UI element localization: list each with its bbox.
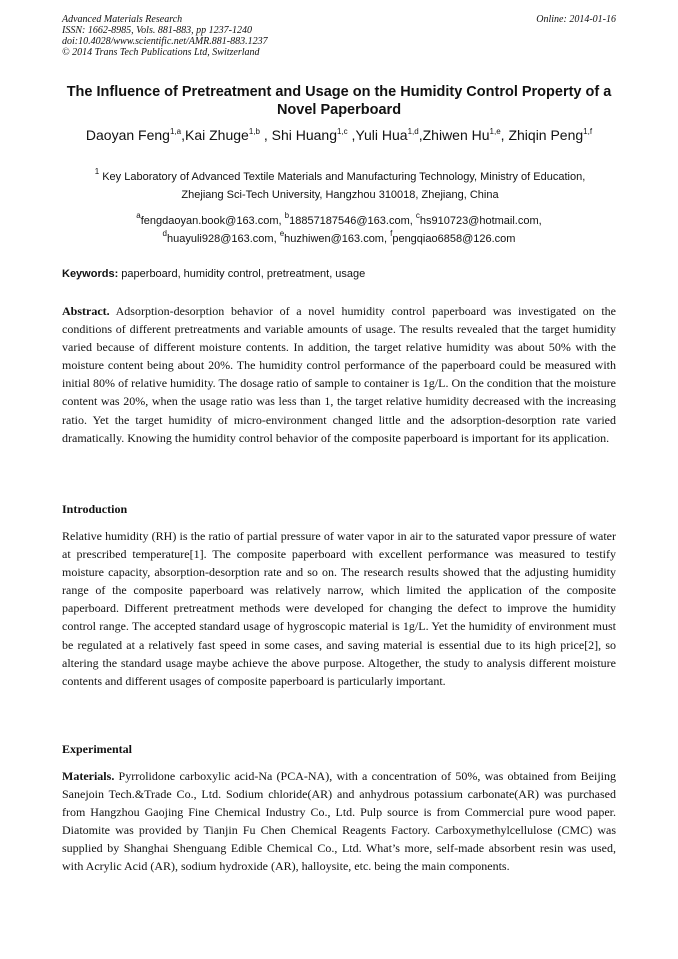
abstract: [62, 302, 616, 447]
keywords-label: Keywords:: [62, 268, 119, 280]
author: Yuli Hua$^{1,d}$,: [355, 127, 423, 143]
online-date: Online: 2014-01-16: [536, 14, 616, 25]
paper-title: The Influence of Pretreatment and Usage on the Humidity Control Property of a Novel Paperboard: [66, 84, 612, 118]
email: $^f$pengqiao6858@126.com: [390, 229, 516, 245]
materials-text: Pyrrolidone carboxylic acid-Na (PCA-NA), with a concentration of 50%, was obtained from Beijing Sanejoin Tech.&Trade Co., Ltd. Sodium chloride(AR) and anhydrous potassium carbonate(AR) was purchased from Hangzhou Gaojing Fine Chemical Industry Co., Ltd. Pulp source is from Commercial pure wood paper. Diatomite was provided by Tianjin Fu Chen Chemical Reagents Factory. Carboxymethylcellulose (CMC) was supplied by Shanghai Shenguang Edible Chemical Co., Ltd. What’s more, self-made absorbent resin was used, with Acrylic Acid (AR), sodium hydroxide (AR), halloysite, etc. being the main components.: [62, 769, 616, 874]
email: $^a$fengdaoyan.book@163.com,: [136, 211, 285, 227]
materials-paragraph: [62, 767, 616, 876]
email: $^d$huayuli928@163.com,: [162, 229, 280, 245]
experimental-heading: Experimental: [62, 742, 132, 756]
keywords-text: paperboard, humidity control, pretreatment, usage: [118, 268, 366, 280]
author: Shi Huang$^{1,c}$ ,: [271, 127, 356, 143]
author-emails: [62, 212, 616, 248]
author-list: [62, 125, 616, 145]
author: Kai Zhuge$^{1,b}$ ,: [184, 127, 272, 143]
abstract-text: Adsorption-desorption behavior of a novel humidity control paperboard was investigated on the conditions of different pretreatments and variable amounts of usage. The results revealed that the target humidity varied because of different moisture contents. In addition, the target relative humidity was about 50% with the moisture content being about 20%. The humidity control performance of the paperboard could be measured with initial 80% of relative humidity. The dosage ratio of sample to container is 1g/L. On the condition that the moisture content was 20%, when the usage ratio was less than 1, the target relative humidity decreased with the increasing ratio. Yet the target humidity of micro-environment changed little and the adsorption-desorption rate varied dramatically. Knowing the humidity control behavior of the composite paperboard is important for its application.: [62, 304, 616, 445]
email: $^b$18857187546@163.com,: [284, 211, 416, 227]
journal-issn: ISSN: 1662-8985, Vols. 881-883, pp 1237-1240: [62, 25, 252, 36]
author: Daoyan Feng$^{1,a}$,: [85, 127, 185, 143]
introduction-heading: Introduction: [62, 502, 128, 516]
journal-copyright: © 2014 Trans Tech Publications Ltd, Switzerland: [62, 47, 260, 58]
abstract-label: Abstract.: [62, 304, 110, 318]
journal-header: [62, 14, 268, 58]
introduction-text: Relative humidity (RH) is the ratio of partial pressure of water vapor in air to the saturated vapor pressure of water at prescribed temperature[1]. The composite paperboard with excellent performance was measured to testify moisture capacity, absorption-desorption rate and so on. The research results showed that the adjusting humidity range of the composite paperboard was relatively narrow, which limited the application of the composite paperboard. Different pretreatment methods were developed for changing the defect to improve the humidity control range. The accepted standard usage of hygroscopic material is 1g/L. Yet the humidity of environment must be regulated at a relatively fast speed in some cases, and saving material is essential due to its high price[2], so altering the standard usage maybe achieve the above purpose. Altogether, the study to analysis different moisture contents and different usages of composite paperboard is particularly important.: [62, 529, 616, 688]
journal-name: Advanced Materials Research: [62, 14, 183, 25]
affiliation: $^1$ Key Laboratory of Advanced Textile Materials and Manufacturing Technology, Ministry of Education, Zhejiang Sci-Tech University, Hangzhou 310018, Zhejiang, China: [94, 167, 586, 201]
author: Zhiqin Peng$^{1,f}$: [508, 127, 593, 143]
keywords: [62, 268, 616, 280]
author: Zhiwen Hu$^{1,e}$,: [422, 127, 505, 143]
email: $^e$huzhiwen@163.com,: [279, 229, 391, 245]
materials-label: Materials.: [62, 769, 115, 783]
journal-doi: doi:10.4028/www.scientific.net/AMR.881-883.1237: [62, 36, 268, 47]
email: $^c$hs910723@hotmail.com,: [415, 211, 542, 227]
